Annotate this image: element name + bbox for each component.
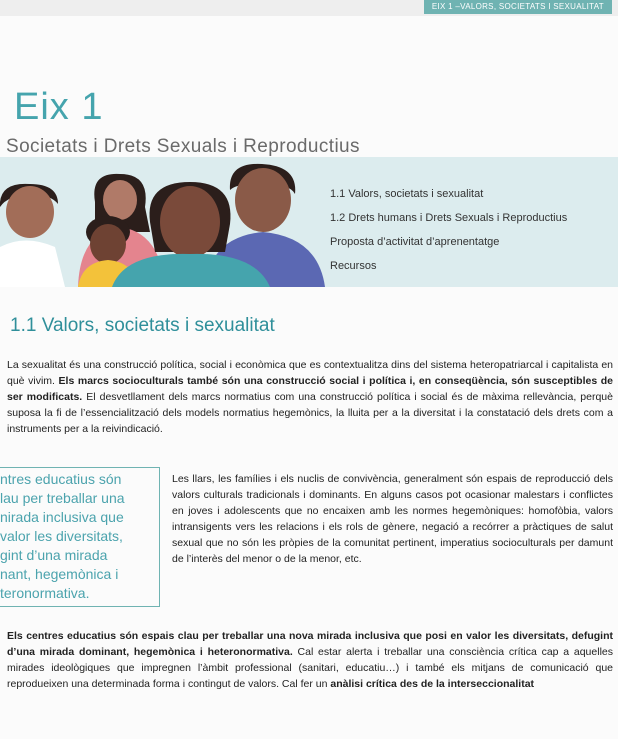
pullquote-line: gint d’una mirada [0, 547, 108, 563]
intro-paragraph [7, 357, 613, 437]
pullquote-line: nant, hegemònica i [0, 566, 119, 582]
pullquote-line: valor les diversitats, [0, 528, 123, 544]
pullquote-box [0, 467, 160, 607]
toc-item[interactable]: Recursos [330, 260, 377, 272]
p1-text-a: La sexualitat és una construcció política, social i econòmica que es contextualitza dins del sistema heteropatriarcal i capitalista en què vivim. [7, 359, 613, 387]
toc-item[interactable]: 1.1 Valors, societats i sexualitat [330, 188, 484, 200]
p3-bold: Els centres educatius són espais clau per treballar una nova mirada inclusiva que posi en valor les diversitats, defugint d’una mirada dominant, hegemònica i heteronormativa. [7, 630, 613, 658]
schools-paragraph [7, 628, 613, 692]
pullquote-line: lau per treballar una [0, 490, 125, 506]
section-heading: 1.1 Valors, societats i sexualitat [10, 315, 275, 336]
page-subtitle: Societats i Drets Sexuals i Reproductius [6, 136, 360, 157]
p3-text: Cal estar alerta i treballar una consciència crítica cap a aquelles mirades ideològiques que impregnen l’àmbit professional (sanitari, educatiu…) i també els mitjans de comunicació que reprodueixen una determinada forma i contingut de valors. Cal fer un [7, 646, 613, 690]
households-paragraph: Les llars, les famílies i els nuclis de convivència, generalment són espais de reproducció dels valors culturals tradicionals i dominants. En alguns casos pot ocasionar malestars i conflictes en joves i adolescents que no encaixen amb les normes hegemòniques: homofòbia, valors intransigents vers les relacions i els rols de gènere, negació a recórrer a pràctiques de salut sexual que no són les pròpies de la comunitat pertinent, imperatius socioculturals per damunt de l’interès del menor o de la menor, etc. [172, 473, 613, 565]
p1-bold: Els marcs socioculturals també són una construcció social i política i, en conseqüència, són susceptibles de ser modificats. [7, 375, 614, 403]
p3-bold-end: anàlisi crítica des de la interseccionalitat [330, 678, 535, 690]
chapter-tag: EIX 1 –VALORS, SOCIETATS I SEXUALITAT [424, 0, 612, 14]
pullquote-line: teronormativa. [0, 585, 90, 601]
pullquote-line: ntres educatius són [0, 471, 122, 487]
page-title: Eix 1 [14, 86, 104, 128]
section-toc [330, 188, 567, 284]
toc-item[interactable]: 1.2 Drets humans i Drets Sexuals i Reproductius [330, 212, 568, 224]
toc-item[interactable]: Proposta d’activitat d’aprenentatge [330, 236, 500, 248]
p1-text-c: El desvetllament dels marcs normatius com una construcció política i social és de màxima rellevància, perquè suposa la fi de l’essencialització dels models normatius hegemònics, la lluita per a la diversitat i la constatació dels drets com a instruments per a la reivindicació. [7, 391, 613, 435]
top-header-bar [0, 0, 618, 16]
pullquote-line: nirada inclusiva que [0, 509, 124, 525]
people-illustration [0, 162, 330, 287]
